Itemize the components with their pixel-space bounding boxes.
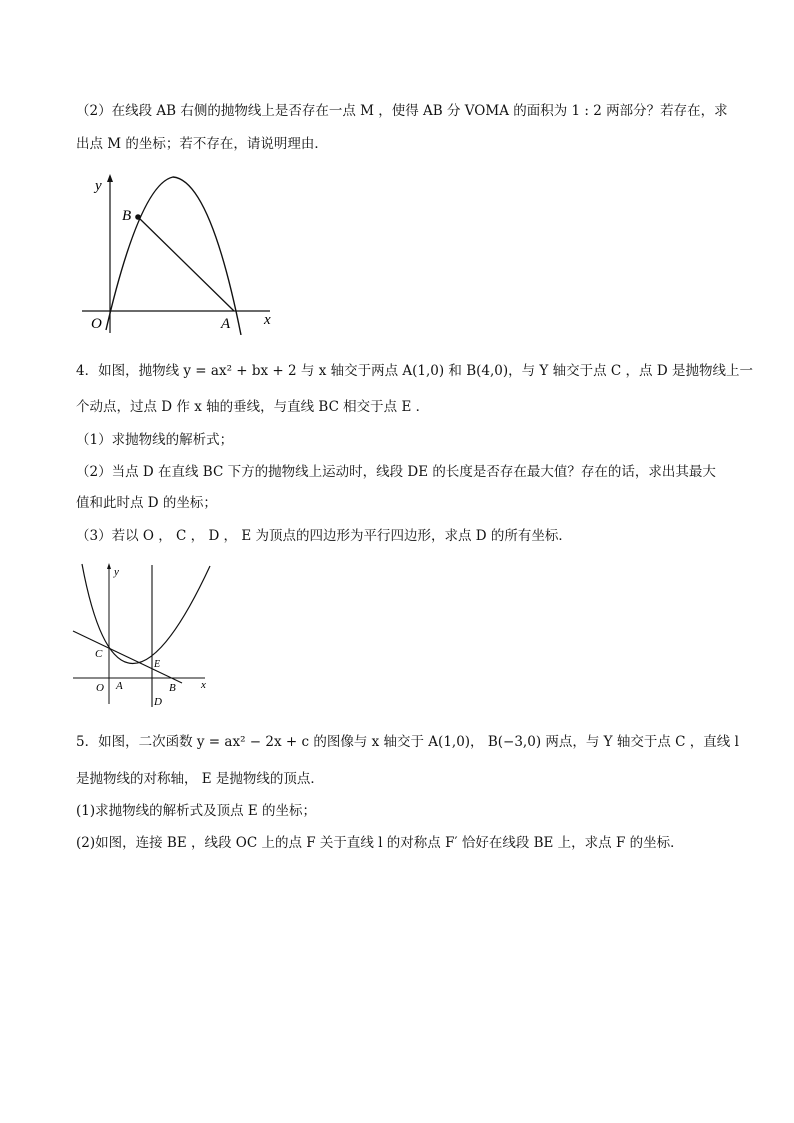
- q4-label-O: O: [96, 682, 104, 694]
- q3-label-x: x: [264, 312, 271, 328]
- q3-label-A: A: [221, 316, 231, 332]
- q5-line1: 5．如图，二次函数 y = ax² − 2x + c 的图像与 x 轴交于 A(1,0)， B(−3,0) 两点，与 Y 轴交于点 C ，直线 l: [76, 734, 739, 750]
- q4-line2: 个动点，过点 D 作 x 轴的垂线，与直线 BC 相交于点 E ．: [76, 399, 430, 415]
- q4-label-E: E: [154, 659, 161, 670]
- q3-point-B: [135, 214, 141, 220]
- q3-y-arrow: [107, 174, 113, 182]
- q3-part2-line2: 出点 M 的坐标；若不存在，请说明理由．: [76, 136, 328, 152]
- q4-part1: （1）求抛物线的解析式；: [76, 432, 234, 448]
- q4-label-B: B: [169, 682, 176, 694]
- q4-part2-line1: （2）当点 D 在直线 BC 下方的抛物线上运动时，线段 DE 的长度是否存在最大值？存在的话，求出其最大: [76, 464, 716, 480]
- q3-segment-BA: [138, 217, 234, 311]
- q3-figure: [80, 170, 280, 335]
- q4-figure: [70, 562, 215, 712]
- q4-label-x: x: [201, 679, 206, 691]
- q5-part2: (2)如图，连接 BE ，线段 OC 上的点 F 关于直线 l 的对称点 F′ 恰好在线段 BE 上，求点 F 的坐标．: [76, 835, 684, 851]
- q5-part1: (1)求抛物线的解析式及顶点 E 的坐标；: [76, 803, 317, 819]
- q3-label-B: B: [122, 208, 132, 224]
- q4-label-D: D: [154, 696, 162, 708]
- q4-line1: 4．如图，抛物线 y = ax² + bx + 2 与 x 轴交于两点 A(1,0) 和 B(4,0)，与 Y 轴交于点 C ，点 D 是抛物线上一: [76, 363, 753, 379]
- q4-part2-line2: 值和此时点 D 的坐标；: [76, 495, 217, 511]
- q4-label-C: C: [95, 648, 103, 660]
- q3-label-y: y: [95, 178, 102, 194]
- q3-label-O: O: [91, 316, 102, 332]
- q3-part2-line1: （2）在线段 AB 右侧的抛物线上是否存在一点 M ，使得 AB 分 VOMA 的面积为 1 : 2 两部分？若存在，求: [76, 103, 728, 119]
- q4-line-BC: [73, 631, 182, 683]
- q4-label-y: y: [114, 566, 119, 578]
- q5-line2: 是抛物线的对称轴， E 是抛物线的顶点．: [76, 771, 324, 787]
- q4-y-arrow: [107, 563, 111, 569]
- q4-part3: （3）若以 O ， C ， D ， E 为顶点的四边形为平行四边形，求点 D 的所有坐标．: [76, 528, 572, 544]
- q4-label-A: A: [116, 680, 123, 692]
